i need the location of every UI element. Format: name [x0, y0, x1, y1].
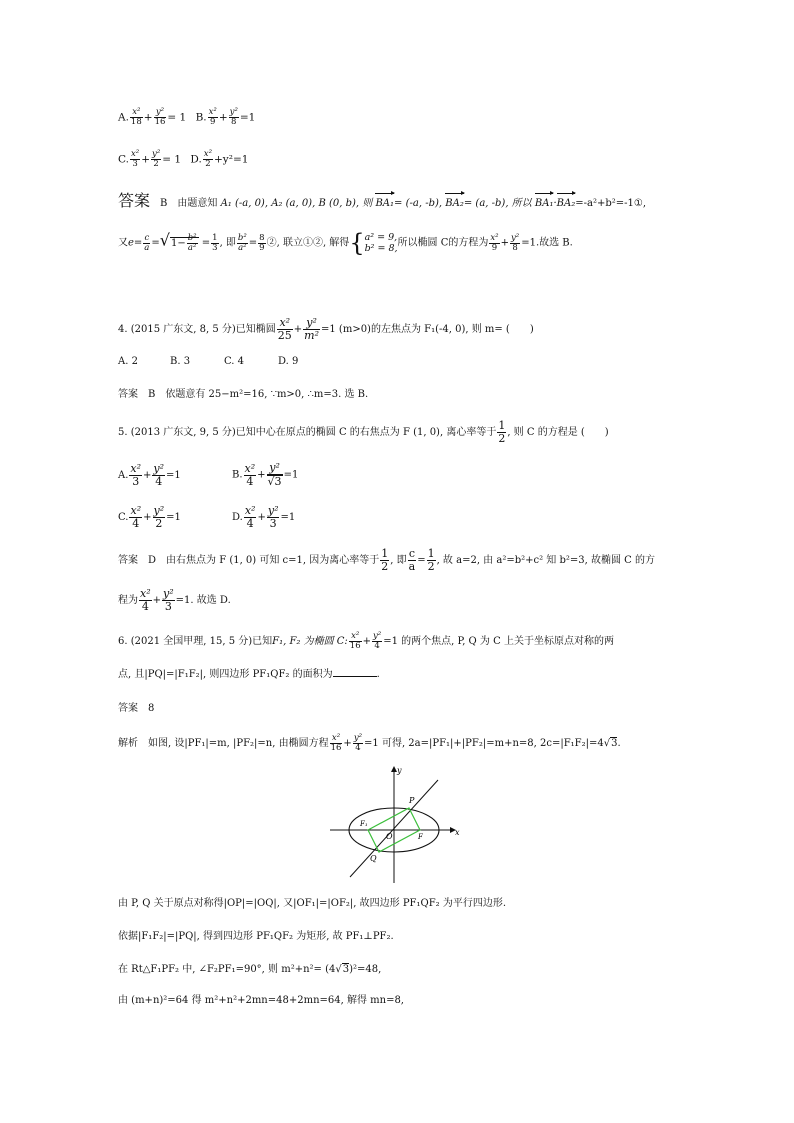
q4-stem: 4. (2015 广东文, 8, 5 分)已知椭圆 $\frac{\text{x²}}{25}$ + $\frac{\text{y²}}{\text{m²}}$ =1 (m>0)的左焦点为 F₁(-4, 0), 则 m= ( ): [118, 316, 534, 342]
label-f1: F₁: [360, 820, 368, 828]
q4-options: [118, 354, 298, 370]
label-f2: F: [418, 833, 423, 841]
q3-option-d[interactable]: D. $\frac{\text{x²}}{2}$ +y²=1: [190, 149, 249, 169]
answer-blank[interactable]: [333, 676, 377, 677]
label-y: y: [397, 766, 402, 775]
vector-ba2: BA₂: [445, 196, 464, 212]
label-q: Q: [370, 854, 377, 863]
vector-ba2: BA₂: [557, 196, 576, 212]
q5-options-row2: [118, 505, 295, 530]
q5-option-d[interactable]: D. $\frac{\text{x²}}{4}$ + $\frac{\text{y²}}{3}$ =1: [232, 504, 296, 530]
q4-option-a[interactable]: A. 2: [118, 356, 138, 367]
q4-option-c[interactable]: C. 4: [224, 356, 245, 367]
q5-answer-line2: 程为 $\frac{\text{x²}}{4}$ + $\frac{\text{y²}}{3}$ =1. 故选 D.: [118, 587, 231, 613]
q6-solution-line5: 由 (m+n)²=64 得 m²+n²+2mn=48+2mn=64, 解得 mn=8,: [118, 995, 404, 1006]
q3-option-a[interactable]: A. $\frac{\text{x²}}{18}$ + $\frac{\text{y²}}{16}$ = 1: [118, 107, 187, 127]
ellipse-diagram: [330, 765, 465, 885]
q3-options-row1: [118, 108, 255, 127]
q5-options-row1: [118, 462, 298, 488]
q3-option-c[interactable]: C. $\frac{\text{x²}}{3}$ + $\frac{\text{y²}}{2}$ = 1: [118, 149, 182, 169]
q5-option-a[interactable]: A. $\frac{\text{x²}}{3}$ + $\frac{\text{y²}}{4}$ =1: [118, 461, 181, 488]
q6-solution-line4: 在 Rt△F₁PF₂ 中, ∠F₂PF₁=90°, 则 m²+n²= (4√3)²=48,: [118, 964, 382, 975]
q6-stem-line2: 点, 且|PQ|=|F₁F₂|, 则四边形 PF₁QF₂ 的面积为 .: [118, 669, 380, 680]
q3-options-row2: [118, 150, 248, 169]
q3-answer-line2: 又e= $\frac{c}{a}$ =√1− $\frac{\text{b²}}{\text{a²}}$ = $\frac{1}{3}$ , 即 $\frac{\text{b²}}{\text{a²}}$ = $\frac{8}{9}$ ②, 联立①②, 解得{ a² = 9, b² = 8, 所以椭圆 C的方程为 $\frac{\text{x²}}{9}$ + $\frac{\text{y²}}{8}$ =1.故选 B.: [118, 229, 573, 257]
q4-answer: 答案 B 依题意有 25−m²=16, ∵m>0, ∴m=3. 选 B.: [118, 389, 369, 400]
q4-option-d[interactable]: D. 9: [278, 356, 299, 367]
q6-stem-line1: 6. (2021 全国甲理, 15, 5 分)已知F₁, F₂ 为椭圆 C: $\frac{\text{x²}}{16}$ + $\frac{\text{y²}}{4}$ =1 的两个焦点, P, Q 为 C 上关于坐标原点对称的两: [118, 631, 614, 651]
label-o: O: [386, 832, 393, 841]
q3-answer-line1: 答案 B 由题意知 A₁ (-a, 0), A₂ (a, 0), B (0, b), 则 BA₁= (-a, -b), BA₂= (a, -b), 所以 BA₁·BA₂=-a²+b²=-1①,: [118, 191, 647, 210]
q6-solution-line2: 由 P, Q 关于原点对称得|OP|=|OQ|, 又|OF₁|=|OF₂|, 故四边形 PF₁QF₂ 为平行四边形.: [118, 898, 507, 909]
q6-solution-line1: 解析 如图, 设|PF₁|=m, |PF₂|=n, 由椭圆方程 $\frac{\text{x²}}{16}$ + $\frac{\text{y²}}{4}$ =1 可得, 2a=|PF₁|+|PF₂|=m+n=8, 2c=|F₁F₂|=4√3.: [118, 733, 621, 753]
vector-ba1: BA₁: [535, 196, 554, 212]
q5-answer-line1: 答案 D 由右焦点为 F (1, 0) 可知 c=1, 因为离心率等于 $\frac{1}{2}$ , 即 $\frac{c}{a}$ = $\frac{1}{2}$ , 故 a=2, 由 a²=b²+c² 知 b²=3, 故椭圆 C 的方: [118, 547, 655, 573]
q5-stem: 5. (2013 广东文, 9, 5 分)已知中心在原点的椭圆 C 的右焦点为 F (1, 0), 离心率等于 $\frac{1}{2}$ , 则 C 的方程是 ( ): [118, 419, 609, 445]
vector-ba1: BA₁: [375, 196, 394, 212]
q6-answer: 答案 8: [118, 703, 155, 714]
q4-option-b[interactable]: B. 3: [170, 356, 191, 367]
q5-option-b[interactable]: B. $\frac{\text{x²}}{4}$ + $\frac{\text{y²}}{√3}$ =1: [232, 461, 299, 488]
label-p: P: [409, 796, 415, 805]
q3-option-b[interactable]: B. $\frac{\text{x²}}{9}$ + $\frac{\text{y²}}{8}$ =1: [195, 107, 256, 127]
q6-solution-line3: 依据|F₁F₂|=|PQ|, 得到四边形 PF₁QF₂ 为矩形, 故 PF₁⊥PF₂.: [118, 931, 394, 942]
q5-option-c[interactable]: C. $\frac{\text{x²}}{4}$ + $\frac{\text{y²}}{2}$ =1: [118, 504, 181, 530]
label-x: x: [455, 828, 460, 837]
